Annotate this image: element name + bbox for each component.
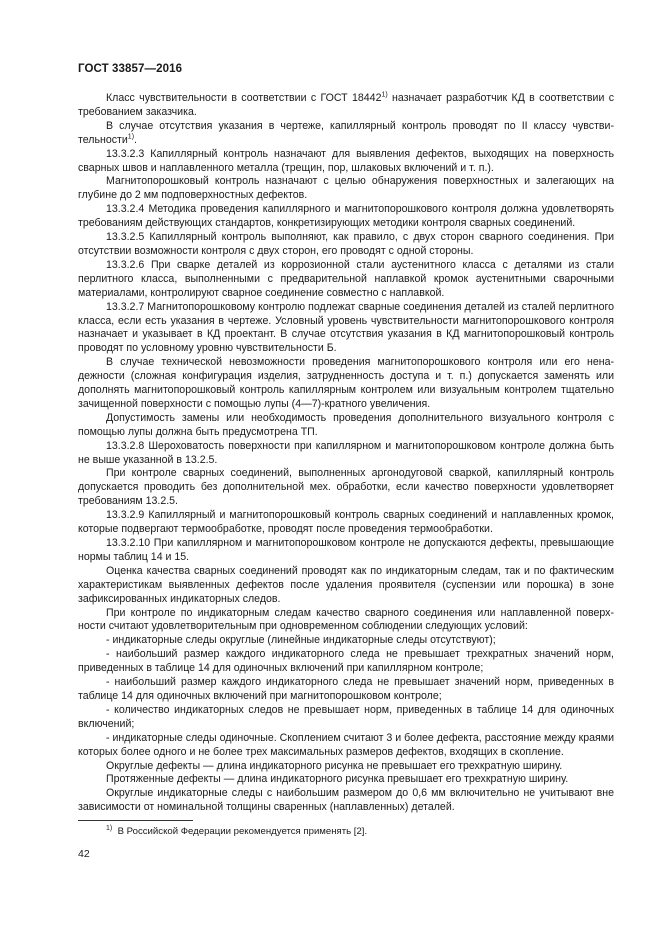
paragraph: При контроле сварных соединений, выполненных аргонодуговой сваркой, капиллярный контроль допускается проводить без дополнительной мех. обработки, если качество поверхности удовлетворяет требованиям 13.2.5. <box>78 467 614 508</box>
paragraph-13-3-2-5: 13.3.2.5 Капиллярный контроль выполняют, как правило, с двух сторон сварного соединения. При отсутствии возможности контроля с двух сторон, его проводят с одной стороны. <box>78 231 614 257</box>
paragraph-13-3-2-4: 13.3.2.4 Методика проведения капиллярного и магнитопорошкового контроля должна удовлетворять требованиям действующих стандартов, конкретизирующих методики контроля сварных соединений. <box>78 203 614 230</box>
footnote-ref: 1) <box>127 133 135 141</box>
list-item: - наибольший размер каждого индикаторного следа не превышает значений норм, приведенных в таблице 14 для одиночных включений при магнитопорошковом контроле; <box>78 676 614 702</box>
paragraph-1: Класс чувствительности в соответствии с ГОСТ 18442$^{1)}$ назначает разработчик КД в соответствии с требованием заказчика. <box>78 91 615 118</box>
paragraph-13-3-2-9: 13.3.2.9 Капиллярный и магнитопорошковый контроль сварных соединений и наплавленных кромок, которые подвергают термообработке, проводят после проведения термообработки. <box>78 509 614 536</box>
paragraph: При контроле по индикаторным следам качество сварного соединения или наплавленной поверхности считают удовлетворительным при одновременном соблюдении следующих условий: <box>78 606 614 633</box>
paragraph-13-3-2-10: 13.3.2.10 При капиллярном и магнитопорошковом контроле не допускаются дефекты, превышающие нормы таблиц 14 и 15. <box>78 537 614 563</box>
document-header: ГОСТ 33857—2016 <box>78 63 183 75</box>
paragraph: Магнитопорошковый контроль назначают с целью обнаружения поверхностных и залегающих на глубине до 2 мм подповерхностных дефектов. <box>78 175 614 202</box>
list-item: - индикаторные следы одиночные. Скоплением считают 3 и более дефекта, расстояние между краями которых более одного и не более трех максимальных размеров дефектов, входящих в скопление. <box>78 731 614 758</box>
paragraph: Оценка качества сварных соединений проводят как по индикаторным следам, так и по фактическим характеристикам выявленных дефектов после удаления проявителя (суспензии или порошка) в зоне зафиксированных индикаторных следов. <box>78 564 614 605</box>
list-item: - количество индикаторных следов не превышает норм, приведенных в таблице 14 для одиночных включений; <box>78 703 614 730</box>
paragraph-13-3-2-8: 13.3.2.8 Шероховатость поверхности при капиллярном и магнитопорошковом контроле должна быть не выше указанной в 13.2.5. <box>78 439 614 466</box>
paragraph: Округлые дефекты — длина индикаторного рисунка не превышает его трехкратную ширину. <box>106 759 563 772</box>
body-text <box>78 92 614 815</box>
paragraph: Допустимость замены или необходимость проведения дополнительного визуального контроля с помощью лупы должна быть предусмотрена ТП. <box>78 411 614 438</box>
paragraph-13-3-2-7: 13.3.2.7 Магнитопорошковому контролю подлежат сварные соединения деталей из сталей перлитного класса, если есть указания в чертеже. Условный уровень чувствительности магнитопорошкового контроля назначает и указывает в КД проектант. В случае отсутствия указания в КД магнитопорошковый контроль проводят по условному уровню чувствительности Б. <box>78 300 614 355</box>
paragraph-13-3-2-6: 13.3.2.6 При сварке деталей из коррозионной стали аустенитного класса с деталями из стали перлитного класса, выполненными с предварительной наплавкой кромок аустенитными сварочными материалами, контролируют сварное соединение совместно с наплавкой. <box>78 258 614 299</box>
paragraph-2: В случае отсутствия указания в чертеже, капиллярный контроль проводят по II классу чувствительности$^{1)}$. <box>78 119 614 146</box>
list-item: - наибольший размер каждого индикаторного следа не превышает трехкратных значений норм, приведенных в таблице 14 для одиночных включений при капиллярном контроле; <box>78 648 614 675</box>
paragraph: Округлые индикаторные следы с наибольшим размером до 0,6 мм включительно не учитывают вне зависимости от номинальной толщины сваренных (наплавленных) деталей. <box>78 787 614 814</box>
paragraph: В случае технической невозможности проведения магнитопорошкового контроля или его ненадежности (сложная конфигурация изделия, затрудненность доступа и т. п.) допускается заменять или дополнять магнитопорошковый контроль капиллярным контролем или визуальным контролем тщательно зачищенной поверхности с помощью лупы (4—7)-кратного увеличения. <box>78 356 614 410</box>
paragraph-13-3-2-3: 13.3.2.3 Капиллярный контроль назначают для выявления дефектов, выходящих на поверхность сварных швов и наплавленного металла (трещин, пор, шлаковых включений и т. п.). <box>78 147 614 174</box>
paragraph: Протяженные дефекты — длина индикаторного рисунка превышает его трехкратную ширину. <box>106 773 569 786</box>
footnote-mark: 1) <box>106 824 113 832</box>
footnote-text: В Российской Федерации рекомендуется применять [2]. <box>117 826 368 837</box>
page-number: 42 <box>78 848 90 860</box>
list-item: - индикаторные следы округлые (линейные индикаторные следы отсутствуют); <box>106 634 496 647</box>
footnote-divider <box>78 820 193 821</box>
footnote <box>106 826 367 837</box>
footnote-ref: 1) <box>381 91 388 99</box>
